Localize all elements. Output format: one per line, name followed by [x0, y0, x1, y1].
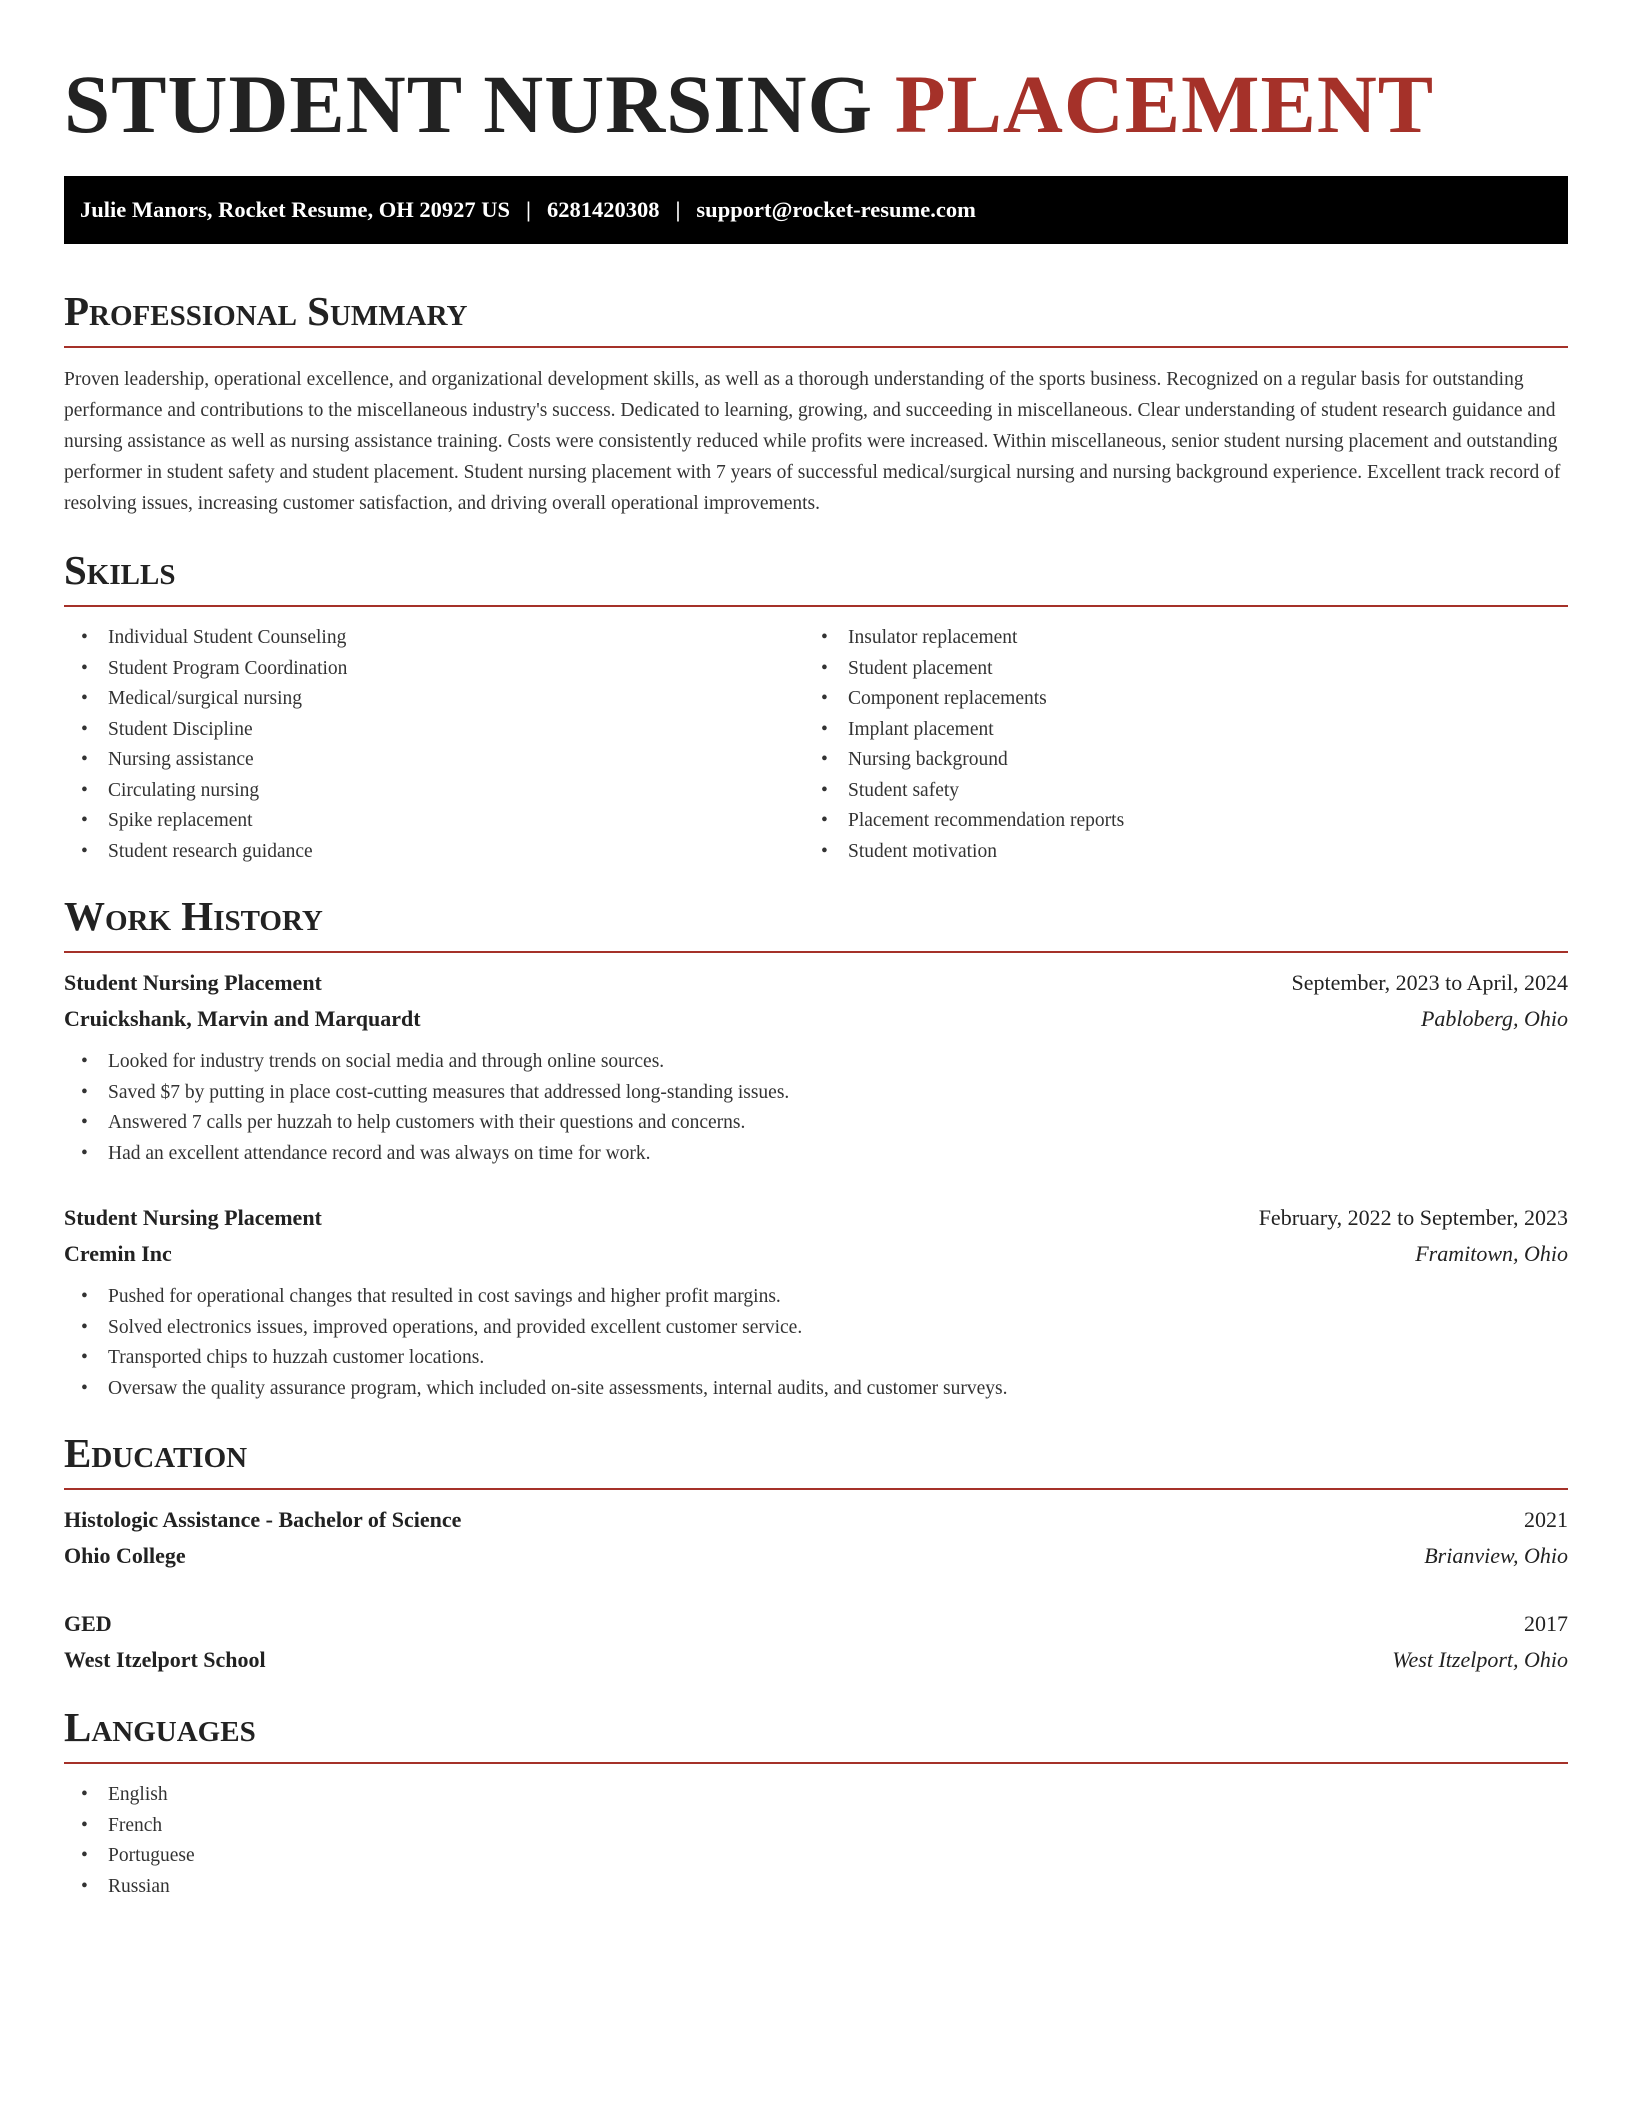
contact-separator: | [675, 197, 681, 222]
job-dates: February, 2022 to September, 2023 [1258, 1205, 1568, 1230]
skill-item: • Student safety [804, 776, 1544, 807]
job-header-row [64, 965, 1568, 1001]
job-company: Cremin Inc [64, 1241, 172, 1266]
skills-divider [64, 605, 1568, 607]
contact-phone: 6281420308 [546, 197, 660, 222]
summary-heading: Professional Summary [64, 288, 468, 334]
contact-name-address: Julie Manors, Rocket Resume, OH 20927 US [80, 197, 510, 222]
skills-heading: Skills [64, 547, 176, 593]
job-bullet: • Transported chips to huzzah customer locations. [64, 1343, 1568, 1374]
skill-item: • Circulating nursing [64, 776, 804, 807]
education-school-row [64, 1538, 1568, 1574]
language-item: • French [64, 1811, 1568, 1842]
education-degree-row [64, 1606, 1568, 1642]
title-part-1: STUDENT NURSING [64, 58, 874, 150]
education-year: 2017 [1524, 1611, 1568, 1636]
contact-bar [64, 176, 1568, 244]
job-bullet: • Pushed for operational changes that resulted in cost savings and higher profit margins. [64, 1282, 1568, 1313]
contact-separator: | [525, 197, 531, 222]
language-item: • English [64, 1780, 1568, 1811]
education-school-row [64, 1642, 1568, 1678]
resume-title [64, 54, 1568, 154]
languages-heading: Languages [64, 1704, 256, 1750]
job-company: Cruickshank, Marvin and Marquardt [64, 1006, 421, 1031]
job-company-row [64, 1001, 1568, 1037]
education-school: West Itzelport School [64, 1647, 266, 1672]
job-company-row [64, 1236, 1568, 1272]
job-title: Student Nursing Placement [64, 1205, 322, 1230]
skill-item: • Student placement [804, 654, 1544, 685]
contact-email: support@rocket-resume.com [696, 197, 976, 222]
job-entry [64, 965, 1568, 1169]
skill-item: • Student motivation [804, 837, 1544, 868]
skill-item: • Spike replacement [64, 806, 804, 837]
skill-item: • Nursing background [804, 745, 1544, 776]
job-bullet: • Solved electronics issues, improved operations, and provided excellent customer service. [64, 1313, 1568, 1344]
education-location: Brianview, Ohio [1424, 1543, 1568, 1568]
work-divider [64, 951, 1568, 953]
skills-grid [64, 623, 1568, 867]
skill-item: • Individual Student Counseling [64, 623, 804, 654]
job-location: Framitown, Ohio [1415, 1241, 1568, 1266]
job-location: Pabloberg, Ohio [1420, 1006, 1568, 1031]
summary-text: Proven leadership, operational excellence, and organizational development skills, as well as a thorough understanding of the sports business. Recognized on a regular basis for outstanding performance and contributions to the miscellaneous industry's success. Dedicated to learning, growing, and succeeding in miscellaneous. Clear understanding of student research guidance and nursing assistance as well as nursing assistance training. Costs were consistently reduced while profits were increased. Within miscellaneous, senior student nursing placement and outstanding performer in student safety and student placement. Student nursing placement with 7 years of successful medical/surgical nursing and nursing background experience. Excellent track record of resolving issues, increasing customer satisfaction, and driving overall operational improvements. [64, 369, 1561, 514]
job-dates: September, 2023 to April, 2024 [1291, 970, 1568, 995]
skills-list-right [804, 623, 1544, 867]
skill-item: • Nursing assistance [64, 745, 804, 776]
skill-item: • Student Discipline [64, 715, 804, 746]
education-degree: Histologic Assistance - Bachelor of Science [64, 1507, 462, 1532]
skill-item: • Placement recommendation reports [804, 806, 1544, 837]
skill-item: • Medical/surgical nursing [64, 684, 804, 715]
education-degree-row [64, 1502, 1568, 1538]
education-school: Ohio College [64, 1543, 186, 1568]
summary-divider [64, 346, 1568, 348]
work-heading: Work History [64, 893, 323, 939]
job-title: Student Nursing Placement [64, 970, 322, 995]
education-entry [64, 1606, 1568, 1678]
skills-list-left [64, 623, 804, 867]
job-bullet: • Looked for industry trends on social media and through online sources. [64, 1047, 1568, 1078]
skill-item: • Student research guidance [64, 837, 804, 868]
education-divider [64, 1488, 1568, 1490]
job-bullet: • Answered 7 calls per huzzah to help customers with their questions and concerns. [64, 1108, 1568, 1139]
resume-page [64, 54, 1568, 1902]
skill-item: • Student Program Coordination [64, 654, 804, 685]
job-bullets [64, 1282, 1568, 1404]
skill-item: • Insulator replacement [804, 623, 1544, 654]
language-item: • Russian [64, 1872, 1568, 1903]
education-year: 2021 [1524, 1507, 1568, 1532]
job-bullet: • Saved $7 by putting in place cost-cutting measures that addressed long-standing issues. [64, 1078, 1568, 1109]
education-entry [64, 1502, 1568, 1574]
education-heading: Education [64, 1430, 248, 1476]
education-degree: GED [64, 1611, 112, 1636]
job-bullet: • Had an excellent attendance record and was always on time for work. [64, 1139, 1568, 1170]
education-location: West Itzelport, Ohio [1392, 1647, 1568, 1672]
job-bullets [64, 1047, 1568, 1169]
language-item: • Portuguese [64, 1841, 1568, 1872]
job-entry [64, 1200, 1568, 1404]
skill-item: • Implant placement [804, 715, 1544, 746]
title-part-2: PLACEMENT [894, 58, 1435, 150]
job-bullet: • Oversaw the quality assurance program, which included on-site assessments, internal audits, and customer surveys. [64, 1374, 1568, 1405]
skill-item: • Component replacements [804, 684, 1544, 715]
languages-list [64, 1780, 1568, 1902]
languages-divider [64, 1762, 1568, 1764]
job-header-row [64, 1200, 1568, 1236]
